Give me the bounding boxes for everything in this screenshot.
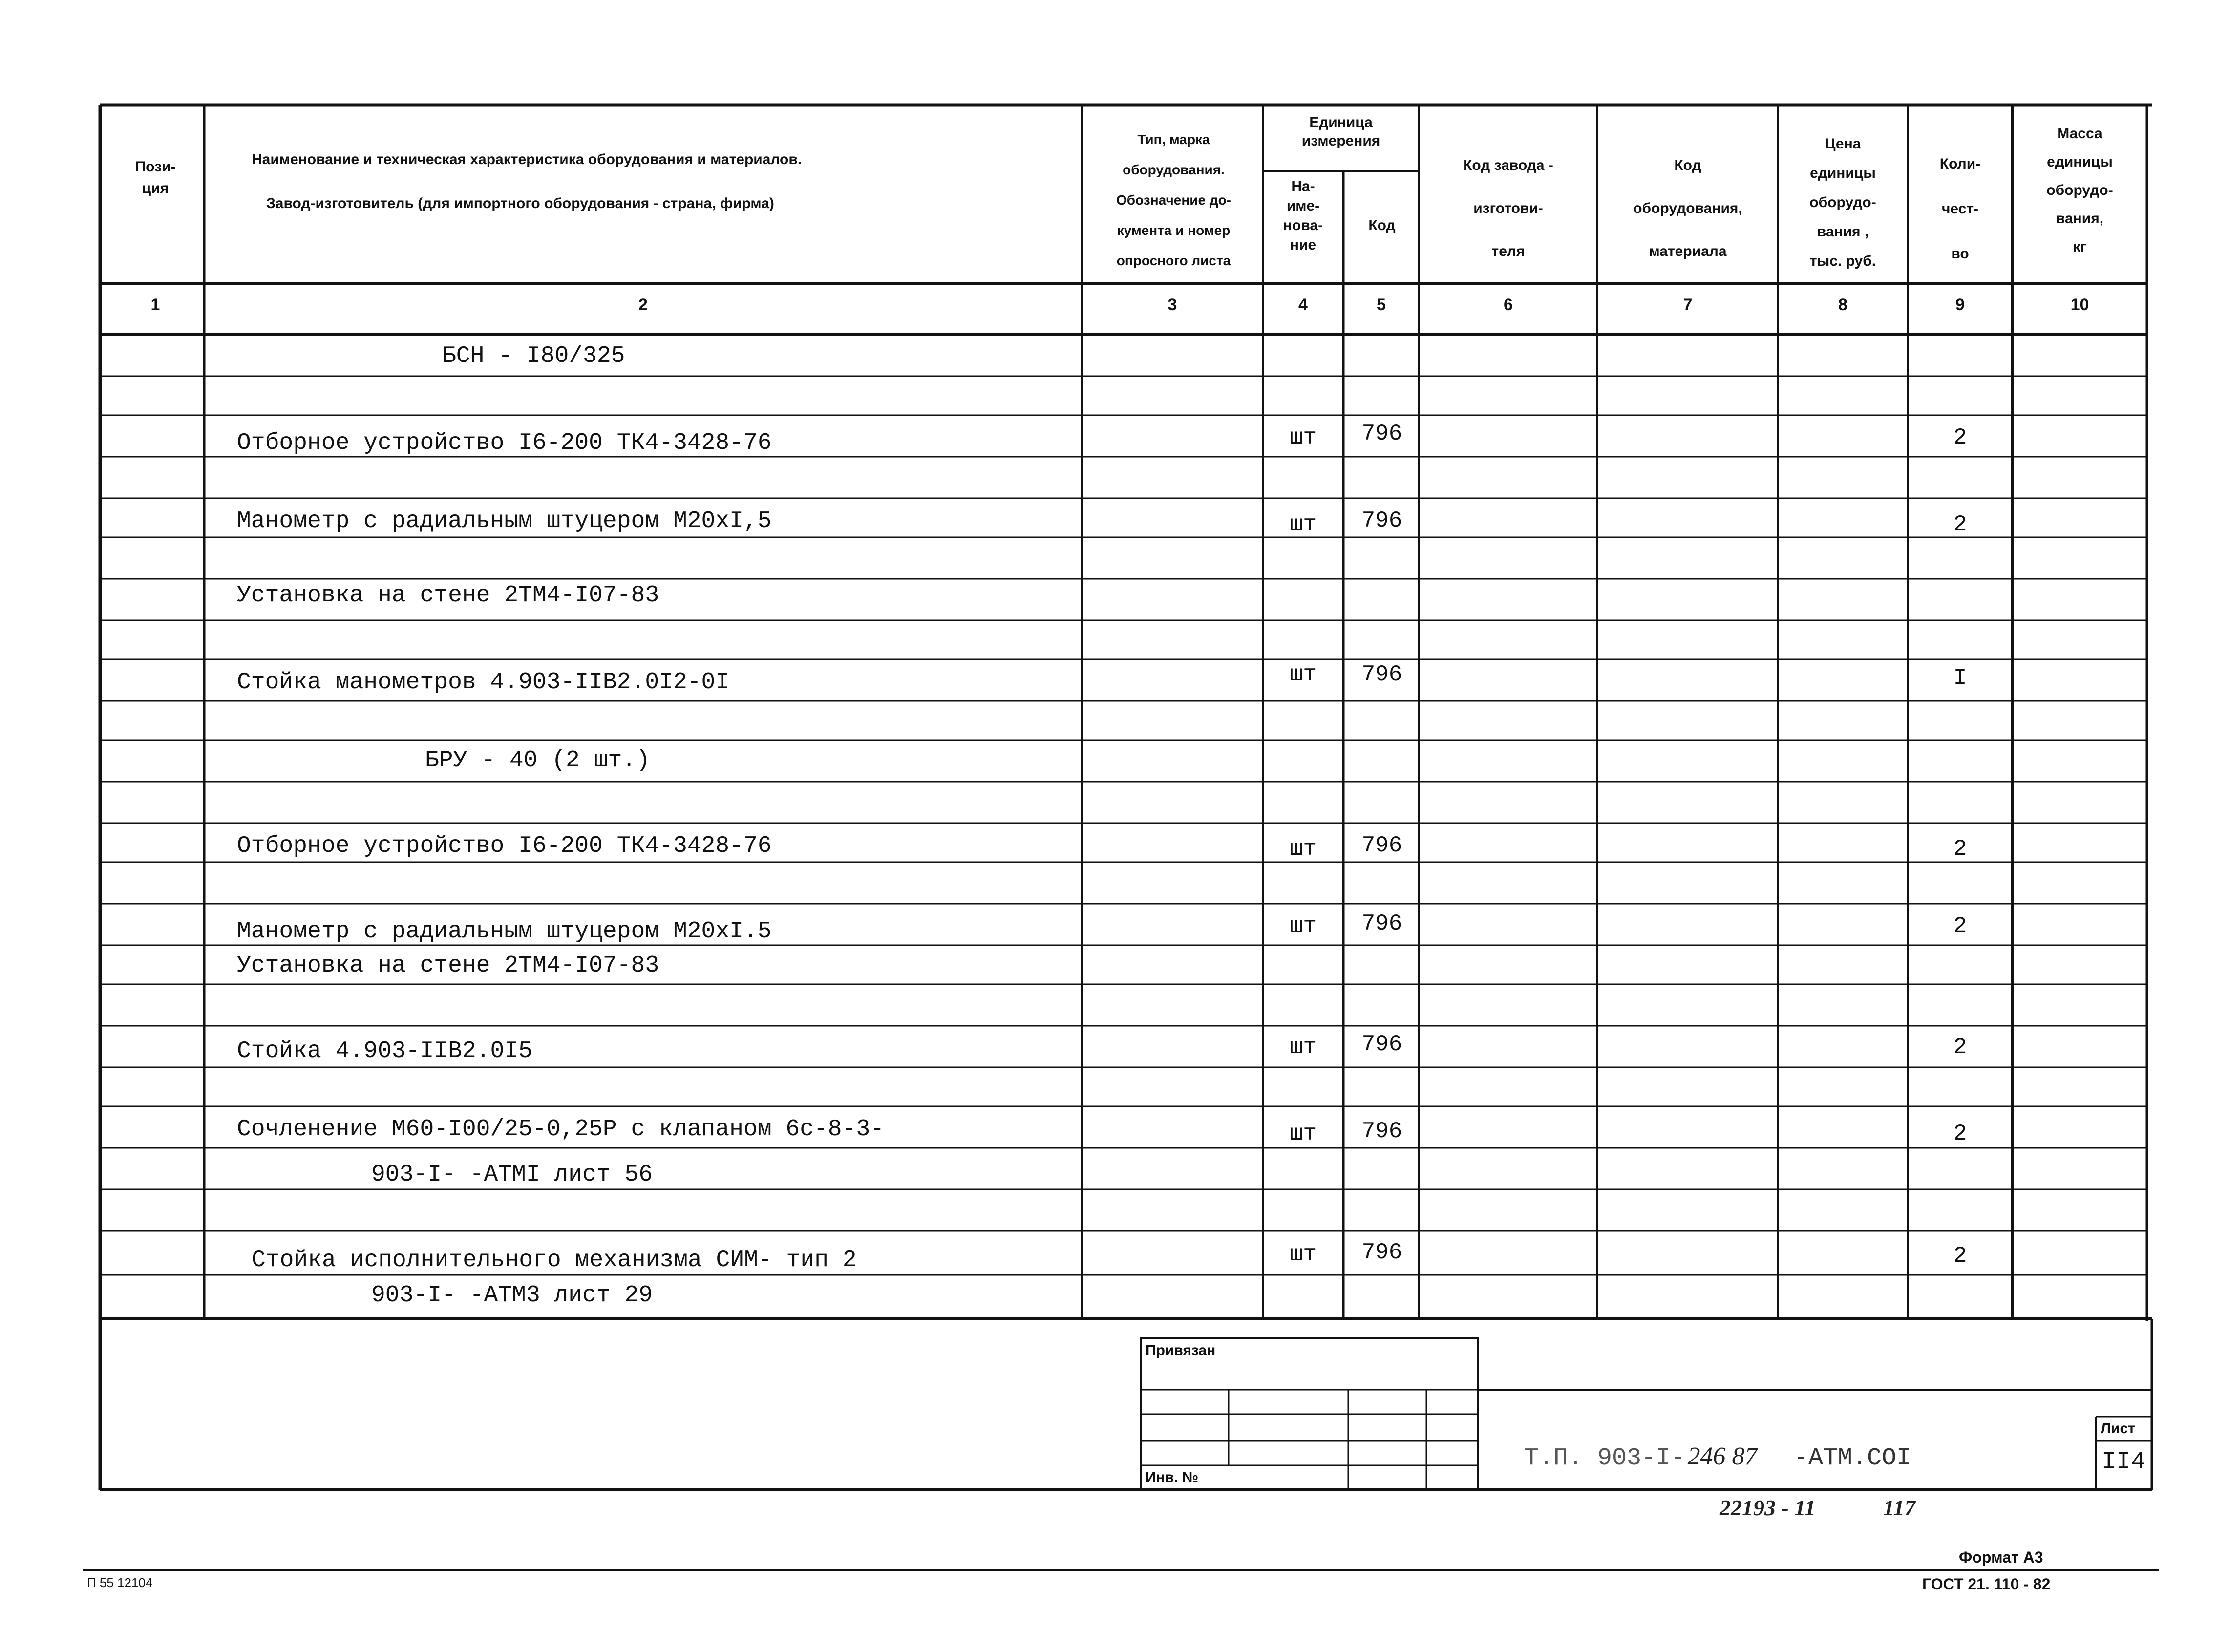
row-name: 903-I- -АТМI лист 56 [371, 1162, 653, 1188]
header-factory-code-line: теля [1491, 243, 1525, 259]
header-quantity [1910, 142, 2010, 276]
header-quantity-line: чест- [1941, 201, 1979, 217]
doc-code-hand: 246 87 [1687, 1442, 1758, 1470]
row-code: 796 [1361, 911, 1402, 936]
header-position [106, 156, 204, 199]
header-price-line: единицы [1810, 165, 1876, 181]
row-name: Манометр с радиальным штуцером М20хI.5 [237, 918, 772, 945]
header-unit-name-line: На- [1291, 178, 1315, 194]
header-quantity-line: во [1951, 246, 1969, 262]
header-type-line: Обозначение до- [1116, 192, 1231, 208]
row-name: Отборное устройство I6-200 ТК4-3428-76 [237, 430, 772, 456]
header-mass-line: кг [2073, 239, 2087, 255]
row-name: Отборное устройство I6-200 ТК4-3428-76 [237, 833, 772, 859]
hand-note-1: 22193 - 11 [1720, 1495, 1816, 1520]
row-unit: шт [1289, 1121, 1317, 1146]
column-number: 2 [638, 296, 648, 314]
stamp-privyazan: Привязан [1146, 1342, 1216, 1358]
header-type-line: опросного листа [1116, 253, 1231, 268]
doc-code-suffix: -АТМ.СОI [1793, 1444, 1911, 1472]
header-type-line: оборудования. [1123, 162, 1225, 177]
gost-label: ГОСТ 21. 110 - 82 [1922, 1575, 2051, 1593]
header-mass-line: единицы [2047, 154, 2113, 170]
header-equipment-code [1600, 144, 1776, 273]
row-name: Стойка 4.903-IIВ2.0I5 [237, 1038, 532, 1064]
header-unit-name-line: ние [1290, 237, 1316, 253]
row-name: Установка на стене 2ТМ4-I07-83 [237, 953, 659, 979]
header-type-line: Тип, марка [1137, 132, 1210, 147]
row-qty: 2 [1953, 425, 1967, 450]
header-price-line: оборудо- [1809, 194, 1876, 211]
row-code: 796 [1361, 833, 1402, 858]
row-unit: шт [1289, 662, 1317, 687]
header-unit [1265, 113, 1417, 150]
row-code: 796 [1361, 1240, 1402, 1265]
row-code: 796 [1361, 1032, 1402, 1057]
left-code: П 55 12104 [87, 1575, 153, 1590]
header-unit-line: Единица [1309, 114, 1373, 130]
header-factory-code-line: изготови- [1473, 200, 1543, 216]
column-number: 6 [1504, 296, 1513, 314]
column-number: 3 [1168, 296, 1177, 314]
row-qty: 2 [1953, 512, 1967, 537]
column-number: 1 [150, 296, 160, 314]
row-unit: шт [1289, 1035, 1317, 1060]
header-equipment-code-line: материала [1649, 243, 1727, 259]
header-unit-name [1265, 177, 1341, 255]
header-unit-name-line: нова- [1283, 217, 1323, 233]
row-name: Сочленение М60-I00/25-0,25Р с клапаном 6с-8-3- [237, 1116, 885, 1143]
header-price-line: Цена [1825, 136, 1861, 152]
stamp-doc-code [1524, 1442, 1911, 1472]
format-label: Формат А3 [1959, 1548, 2043, 1566]
header-mass-line: Масса [2057, 126, 2102, 142]
row-name: Стойка исполнительного механизма СИМ- тип 2 [252, 1247, 857, 1273]
row-name: Манометр с радиальным штуцером М20хI,5 [237, 508, 772, 534]
stamp-sheet-number: II4 [2101, 1448, 2145, 1476]
row-name: Установка на стене 2ТМ4-I07-83 [237, 582, 659, 609]
row-unit: шт [1289, 512, 1317, 537]
row-code: 796 [1361, 1119, 1402, 1144]
column-number: 10 [2070, 296, 2089, 314]
column-number: 4 [1298, 296, 1308, 314]
header-mass [2015, 120, 2144, 261]
header-name [210, 149, 953, 214]
header-name-line: Наименование и техническая характеристика оборудования и материалов. [252, 151, 802, 168]
column-number: 9 [1955, 296, 1965, 314]
header-factory-code-line: Код завода - [1463, 157, 1553, 173]
header-position-line: Пози- [135, 159, 176, 175]
row-code: 796 [1361, 508, 1402, 533]
row-unit: шт [1289, 425, 1317, 450]
header-position-line: ция [142, 180, 169, 196]
row-name: Стойка манометров 4.903-IIВ2.0I2-0I [237, 669, 730, 696]
row-code: 796 [1361, 421, 1402, 446]
row-qty: 2 [1953, 913, 1967, 939]
header-unit-name-line: име- [1286, 198, 1320, 214]
header-price-line: вания , [1817, 224, 1869, 240]
header-price [1781, 129, 1905, 276]
row-code: 796 [1361, 662, 1402, 687]
row-name: 903-I- -АТМ3 лист 29 [371, 1282, 653, 1309]
column-number: 5 [1377, 296, 1386, 314]
header-name-line: Завод-изготовитель (для импортного оборудования - страна, фирма) [266, 195, 774, 212]
column-number: 7 [1683, 296, 1693, 314]
row-unit: шт [1289, 1242, 1317, 1267]
row-qty: 2 [1953, 1243, 1967, 1269]
row-qty: 2 [1953, 1121, 1967, 1146]
row-qty: I [1953, 665, 1967, 691]
header-type [1087, 125, 1260, 276]
header-unit-line: измерения [1301, 133, 1380, 149]
row-unit: шт [1289, 836, 1317, 862]
header-mass-line: вания, [2056, 211, 2104, 227]
stamp-sheet-label: Лист [2101, 1420, 2135, 1437]
header-factory-code [1422, 144, 1595, 273]
row-unit: шт [1289, 913, 1317, 939]
row-name: БРУ - 40 (2 шт.) [425, 747, 650, 774]
doc-code-typed: Т.П. 903-I- [1524, 1444, 1686, 1472]
header-unit-code: Код [1368, 217, 1396, 233]
hand-note-2: 117 [1883, 1495, 1916, 1520]
header-equipment-code-line: оборудования, [1633, 200, 1742, 216]
row-name: БСН - I80/325 [442, 343, 625, 369]
header-equipment-code-line: Код [1674, 157, 1701, 173]
stamp-inv-no: Инв. № [1146, 1469, 1199, 1485]
row-qty: 2 [1953, 1035, 1967, 1060]
header-type-line: кумента и номер [1117, 223, 1231, 238]
header-quantity-line: Коли- [1939, 156, 1981, 172]
header-mass-line: оборудо- [2046, 182, 2113, 198]
column-number: 8 [1838, 296, 1847, 314]
row-qty: 2 [1953, 836, 1967, 862]
header-price-line: тыс. руб. [1809, 253, 1876, 269]
